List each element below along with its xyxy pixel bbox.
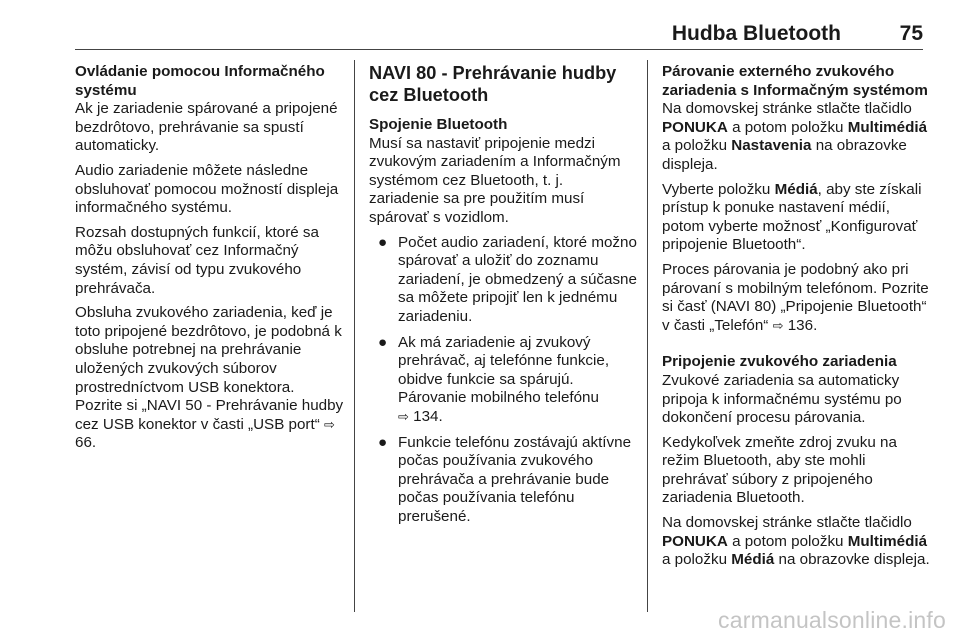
heading-informacny-system: Ovládanie pomocou Informačného systému: [75, 63, 325, 99]
paragraph-text: a potom položku: [732, 118, 844, 136]
watermark: carmanualsonline.info: [718, 607, 946, 633]
menu-item-label: Médiá: [731, 551, 775, 569]
paragraph: [662, 100, 932, 174]
bullet-icon: ●: [378, 433, 388, 451]
paragraph: [662, 181, 932, 255]
menu-button-label: PONUKA: [662, 532, 728, 550]
paragraph: Audio zariadenie môžete následne obsluhovať pomocou možností displeja informačného systému.: [75, 161, 339, 217]
paragraph: Ak je zariadenie spárované a pripojené bezdrôtovo, prehrávanie sa spustí automaticky.: [75, 100, 338, 155]
column-divider-2: [647, 60, 648, 612]
paragraph: [662, 261, 932, 335]
list-item-text: Funkcie telefónu zostávajú aktívne počas používania zvukového prehrávača a prehrávanie bude počas používania telefónu prerušené.: [398, 433, 632, 525]
paragraph-text: Obsluha zvukového zariadenia, keď je toto pripojené bezdrôtovo, je podobná k obsluhe potrebnej na prehrávanie uložených zvukových súborov prostredníctvom USB konektora. Pozrite si „NAVI 50 - Prehrávanie hudby cez USB konektor v časti „USB port“: [75, 304, 344, 433]
page-number: 75: [899, 22, 923, 45]
page-ref-arrow-icon: ⇨: [772, 317, 784, 333]
page-header: [75, 22, 923, 46]
section-title: NAVI 80 - Prehrávanie hudby cez Bluetooth: [369, 63, 617, 105]
list-item: [369, 434, 637, 527]
paragraph-text: a potom položku: [732, 532, 844, 550]
bullet-icon: ●: [378, 333, 388, 351]
page-ref-link[interactable]: 134.: [413, 407, 443, 425]
list-item-text: Počet audio zariadení, ktoré možno spárovať a uložiť do zoznamu zariadení, je obmedzený a súčasne sa môžete pripojiť len k jednému zariadeniu.: [398, 233, 637, 325]
paragraph-text: Vyberte položku: [662, 180, 771, 198]
menu-item-label: Médiá: [774, 180, 818, 198]
column-right: [662, 63, 932, 576]
bullet-icon: ●: [378, 233, 388, 251]
menu-item-label: Multimédiá: [847, 532, 928, 550]
heading-parovanie: Párovanie externého zvukového zariadenia s Informačným systémom: [662, 63, 928, 99]
page-ref-arrow-icon: ⇨: [324, 416, 335, 432]
list-item-text: Ak má zariadenie aj zvukový prehrávač, aj telefónne funkcie, obidve funkcie sa spárujú. Párovanie mobilného telefónu: [398, 333, 610, 407]
heading-pripojenie: Pripojenie zvukového zariadenia: [662, 353, 897, 371]
column-middle: [369, 63, 637, 533]
paragraph-text: na obrazovke displeja.: [662, 137, 907, 173]
paragraph: [75, 304, 345, 453]
column-divider-1: [354, 60, 355, 612]
heading-spojenie-bluetooth: Spojenie Bluetooth: [369, 116, 508, 133]
header-rule: [75, 49, 923, 50]
menu-item-label: Nastavenia: [731, 137, 812, 155]
paragraph-text: a položku: [662, 551, 728, 569]
column-left: [75, 63, 345, 459]
bullet-list: [369, 234, 637, 527]
list-item: [369, 234, 637, 327]
paragraph-text: , aby ste získali prístup k ponuke nastavení médií, potom vyberte možnosť „Konfigurovať pripojenie Bluetooth“.: [662, 180, 922, 254]
paragraph-text: a položku: [662, 137, 728, 155]
spacer: [662, 341, 932, 353]
paragraph-text: Na domovskej stránke stlačte tlačidlo: [662, 100, 912, 118]
menu-item-label: Multimédiá: [847, 118, 928, 136]
menu-button-label: PONUKA: [662, 118, 728, 136]
paragraph: Kedykoľvek zmeňte zdroj zvuku na režim Bluetooth, aby ste mohli prehrávať súbory z pripojeného zariadenia Bluetooth.: [662, 433, 897, 507]
page-ref-link[interactable]: 136.: [787, 316, 818, 334]
paragraph: Rozsah dostupných funkcií, ktoré sa môžu obsluhovať cez Informačný systém, závisí od typu zvukového prehrávača.: [75, 223, 319, 297]
page-ref-link[interactable]: 66.: [75, 434, 97, 452]
running-title: Hudba Bluetooth: [671, 22, 841, 45]
paragraph: Zvukové zariadenia sa automaticky pripoja k informačnému systému po dokončení procesu párovania.: [662, 371, 902, 427]
page-ref-arrow-icon: ⇨: [398, 408, 409, 424]
paragraph: [662, 514, 932, 570]
paragraph-text: na obrazovke displeja.: [778, 551, 930, 569]
paragraph-text: Proces párovania je podobný ako pri párovaní s mobilným telefónom. Pozrite si časť (NAVI 80) „Pripojenie Bluetooth“ v časti „Telefón“: [662, 260, 929, 334]
paragraph: Musí sa nastaviť pripojenie medzi zvukovým zariadením a Informačným systémom cez Bluetooth, t. j. zariadenie sa pre použitím musí spárovať s vozidlom.: [369, 134, 621, 226]
list-item: [369, 334, 637, 427]
paragraph-text: Na domovskej stránke stlačte tlačidlo: [662, 514, 912, 532]
